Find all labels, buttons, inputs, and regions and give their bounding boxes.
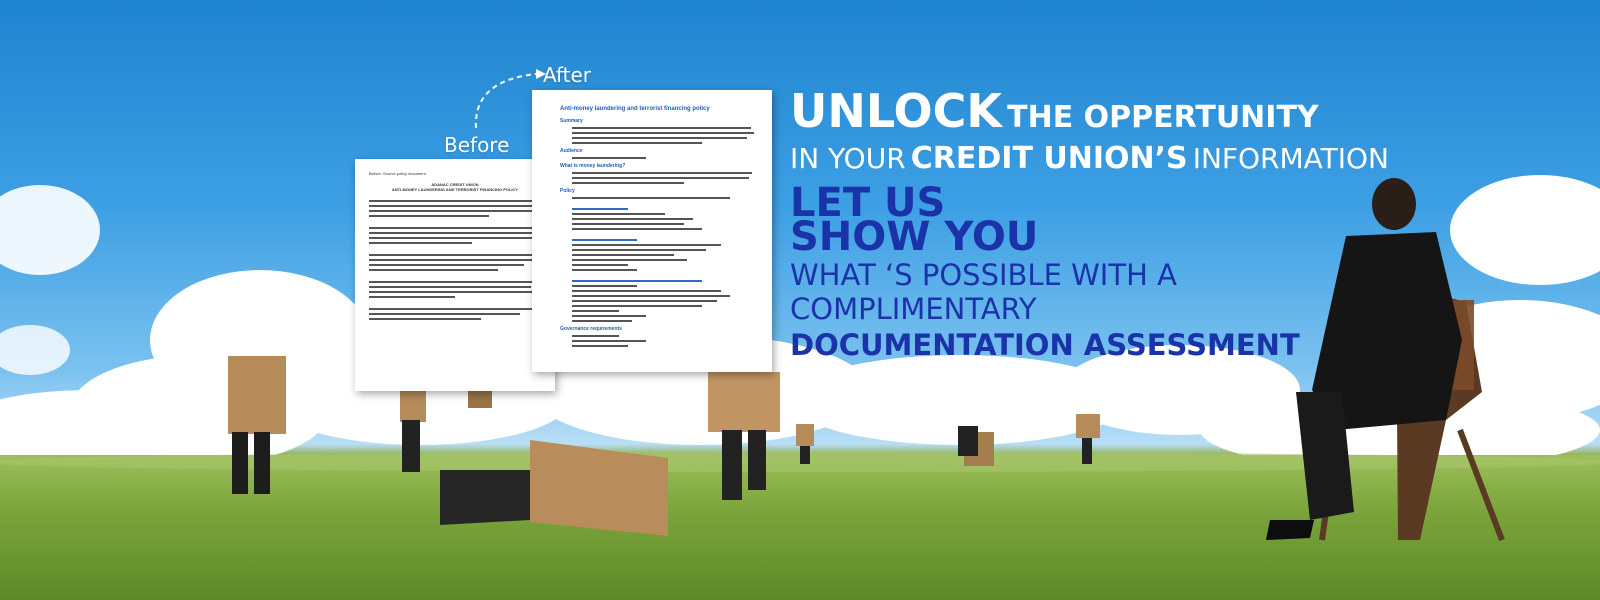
before-label: Before bbox=[444, 133, 510, 157]
after-doc-section-5: Governance requirements bbox=[560, 326, 622, 332]
after-doc-section-1: Summary bbox=[560, 118, 583, 124]
headline-line-1 bbox=[790, 84, 1319, 138]
before-doc-kicker: Before: Source policy document bbox=[369, 171, 426, 176]
headline-credit-union: CREDIT UNION’S bbox=[910, 141, 1188, 176]
headline-information: INFORMATION bbox=[1192, 142, 1389, 175]
headline-in-your: IN YOUR bbox=[790, 142, 906, 175]
headline-line-2 bbox=[790, 141, 1389, 176]
before-doc-org: ADANAC CREDIT UNION bbox=[431, 182, 479, 187]
headline-complimentary: COMPLIMENTARY bbox=[790, 292, 1037, 326]
after-doc-section-4: Policy bbox=[560, 188, 575, 194]
after-doc-section-2: Audience bbox=[560, 148, 583, 154]
headline-whats-possible: WHAT ‘S POSSIBLE WITH A bbox=[790, 258, 1177, 292]
before-document bbox=[355, 159, 555, 391]
after-document bbox=[532, 90, 772, 372]
headline-documentation-assessment: DOCUMENTATION ASSESSMENT bbox=[790, 328, 1300, 362]
headline-opportunity: THE OPPERTUNITY bbox=[1007, 100, 1319, 135]
before-after-arrow bbox=[476, 74, 536, 128]
after-label: After bbox=[543, 63, 592, 87]
headline-let-us: LET US bbox=[790, 180, 946, 226]
headline-unlock: UNLOCK bbox=[790, 84, 1003, 138]
before-doc-title: ANTI-MONEY LAUNDERING AND TERRORIST FINANCING POLICY bbox=[391, 187, 519, 192]
headline-show-you: SHOW YOU bbox=[790, 214, 1039, 260]
after-doc-title: Anti-money laundering and terrorist financing policy bbox=[560, 106, 710, 112]
after-doc-section-3: What is money laundering? bbox=[560, 163, 626, 169]
